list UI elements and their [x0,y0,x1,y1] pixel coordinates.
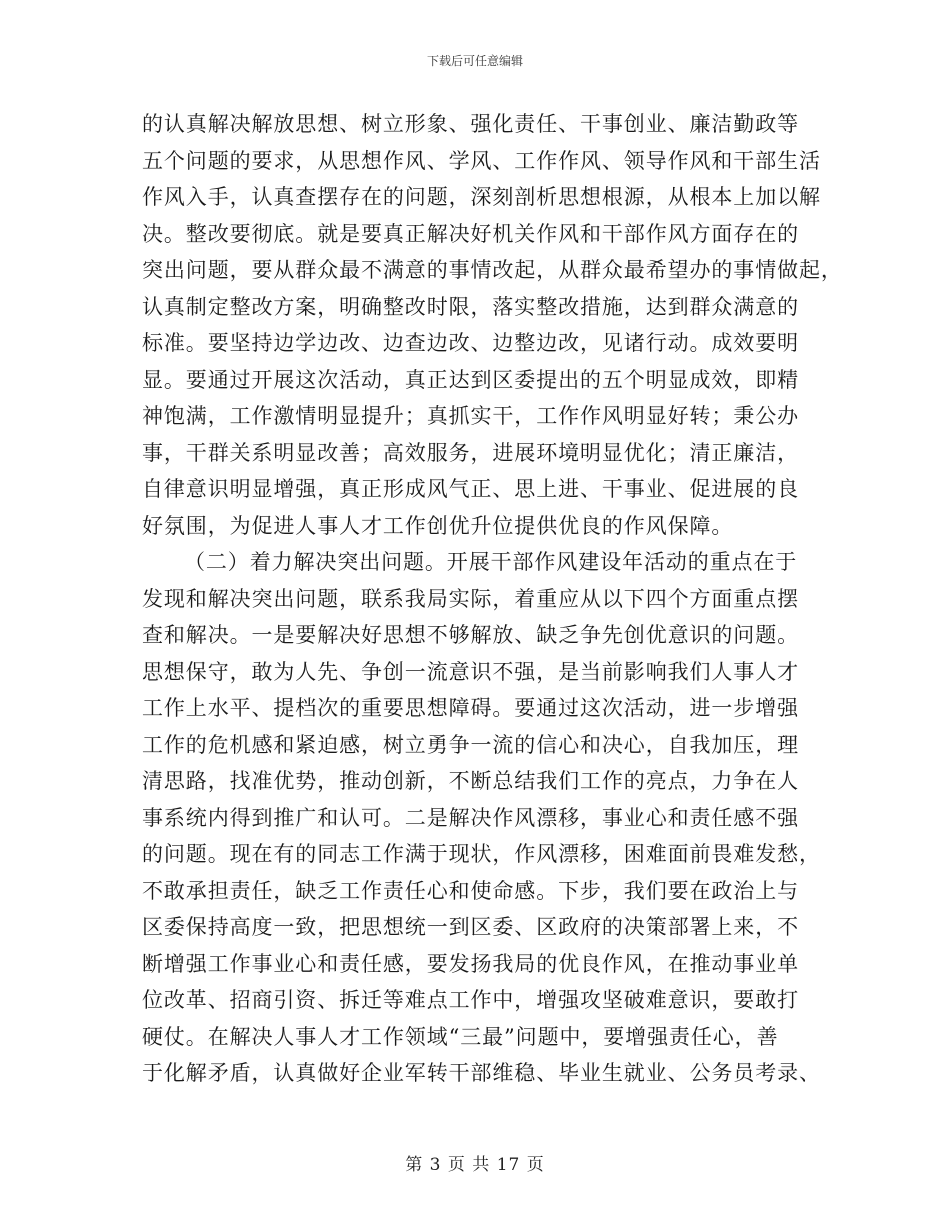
body-line-18: 工作的危机感和紧迫感，树立勇争一流的信心和决心，自我加压，理 [142,732,799,757]
body-line-24: 断增强工作事业心和责任感，要发扬我局的优良作风，在推动事业单 [142,951,799,976]
body-line-11: 自律意识明显增强，真正形成风气正、思上进、干事业、促进展的良 [142,477,799,501]
page-header: 下载后可任意编辑 [426,54,523,68]
body-line-17: 工作上水平、提档次的重要思想障碍。要通过这次活动，进一步增强 [142,696,799,720]
body-line-2: 五个问题的要求，从思想作风、学风、工作作风、领导作风和干部生活 [142,148,821,173]
body-line-21: 的问题。现在有的同志工作满于现状，作风漂移，困难面前畏难发愁， [142,842,821,866]
body-line-10: 事，干群关系明显改善；高效服务，进展环境明显优化；清正廉洁， [142,440,799,465]
body-line-5: 突出问题，要从群众最不满意的事情改起，从群众最希望办的事情做起， [142,258,843,282]
body-line-6: 认真制定整改方案，明确整改时限，落实整改措施，达到群众满意的 [142,294,799,319]
body-line-26: 硬仗。在解决人事人才工作领域“三最”问题中，要增强责任心，善 [142,1024,779,1049]
body-line-25: 位改革、招商引资、拆迁等难点工作中，增强攻坚破难意识，要敢打 [142,988,799,1012]
body-line-16: 思想保守，敢为人先、争创一流意识不强，是当前影响我们人事人才 [142,659,799,684]
body-line-14: 发现和解决突出问题，联系我局实际，着重应从以下四个方面重点摆 [142,586,799,611]
body-line-7: 标准。要坚持边学边改、边查边改、边整边改，见诸行动。成效要明 [142,331,799,355]
body-line-3: 作风入手，认真查摆存在的问题，深刻剖析思想根源，从根本上加以解 [142,185,821,209]
body-line-12: 好氛围，为促进人事人才工作创优升位提供优良的作风保障。 [142,513,734,538]
body-line-20: 事系统内得到推广和认可。二是解决作风漂移，事业心和责任感不强 [142,805,799,830]
paragraph-start-line: （二）着力解决突出问题。开展干部作风建设年活动的重点在于 [184,550,798,574]
body-line-4: 决。整改要彻底。就是要真正解决好机关作风和干部作风方面存在的 [142,221,799,246]
body-line-27: 于化解矛盾，认真做好企业军转干部维稳、毕业生就业、公务员考录、 [142,1061,821,1085]
body-line-22: 不敢承担责任，缺乏工作责任心和使命感。下步，我们要在政治上与 [142,878,799,903]
page-number-footer: 第 3 页 共 17 页 [405,1155,545,1175]
body-line-23: 区委保持高度一致，把思想统一到区委、区政府的决策部署上来，不 [142,915,799,939]
body-line-19: 清思路，找准优势，推动创新，不断总结我们工作的亮点，力争在人 [142,769,799,793]
document-body [142,106,843,1092]
body-line-8: 显。要通过开展这次活动，真正达到区委提出的五个明显成效，即精 [142,367,799,392]
body-line-9: 神饱满，工作激情明显提升；真抓实干，工作作风明显好转；秉公办 [142,404,799,428]
body-line-15: 查和解决。一是要解决好思想不够解放、缺乏争先创优意识的问题。 [142,623,799,647]
body-line-1: 的认真解决解放思想、树立形象、强化责任、干事创业、廉洁勤政等 [142,112,799,136]
